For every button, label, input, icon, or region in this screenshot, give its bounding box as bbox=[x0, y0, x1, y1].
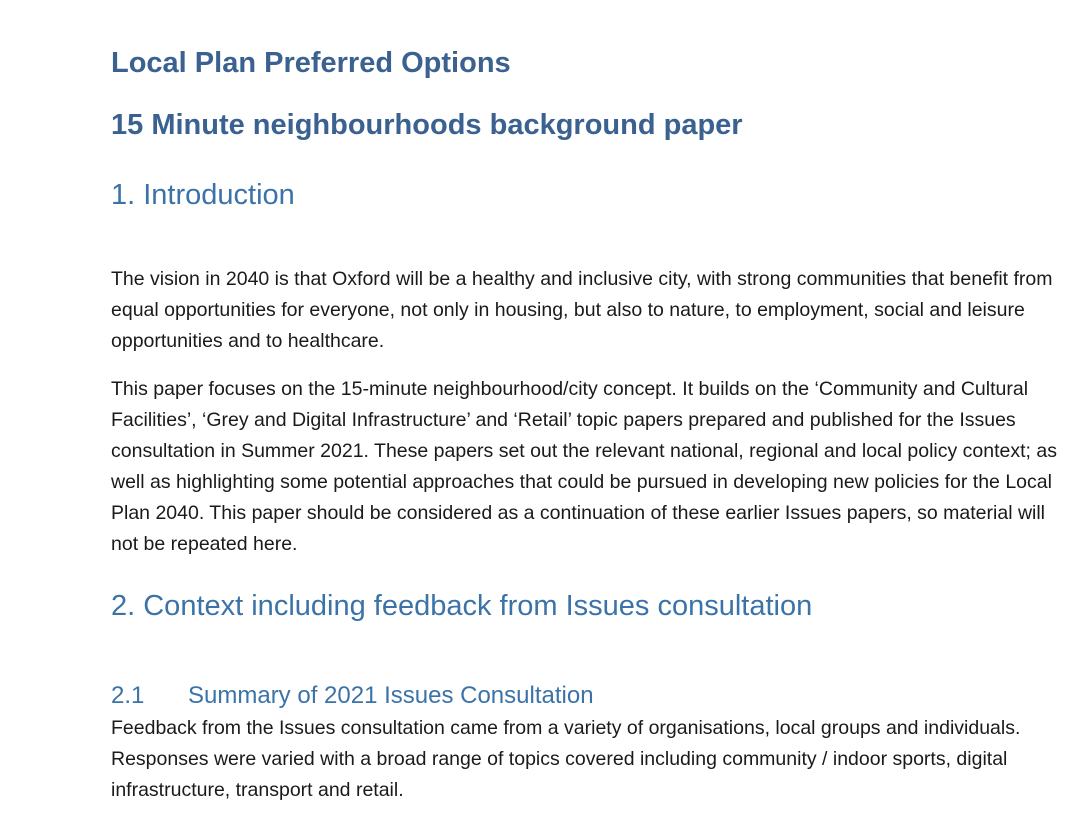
subsection-heading-summary bbox=[111, 680, 594, 712]
summary-paragraph-feedback: Feedback from the Issues consultation came from a variety of organisations, local groups and individuals. Responses were varied with a broad range of topics covered including community / indoor sports, digital infrastructure, transport and retail. bbox=[111, 717, 1021, 801]
section-heading-context: 2. Context including feedback from Issues consultation bbox=[111, 590, 813, 622]
subsection-number: 2.1 bbox=[111, 682, 145, 709]
intro-paragraph-focus: This paper focuses on the 15-minute neighbourhood/city concept. It builds on the ‘Community and Cultural Facilities’, ‘Grey and Digital Infrastructure’ and ‘Retail’ topic papers prepared and published for the Issues consultation in Summer 2021. These papers set out the relevant national, regional and local policy context; as well as highlighting some potential approaches that could be pursued in developing new policies for the Local Plan 2040. This paper should be considered as a continuation of these earlier Issues papers, so material will not be repeated here. bbox=[111, 378, 1057, 555]
intro-paragraph-vision: The vision in 2040 is that Oxford will be a healthy and inclusive city, with strong communities that benefit from equal opportunities for everyone, not only in housing, but also to nature, to employment, social and leisure opportunities and to healthcare. bbox=[111, 268, 1053, 352]
document-title: Local Plan Preferred Options bbox=[111, 47, 511, 79]
section-heading-introduction: 1. Introduction bbox=[111, 179, 295, 211]
document-subtitle: 15 Minute neighbourhoods background paper bbox=[111, 109, 743, 141]
subsection-title: Summary of 2021 Issues Consultation bbox=[188, 682, 594, 709]
